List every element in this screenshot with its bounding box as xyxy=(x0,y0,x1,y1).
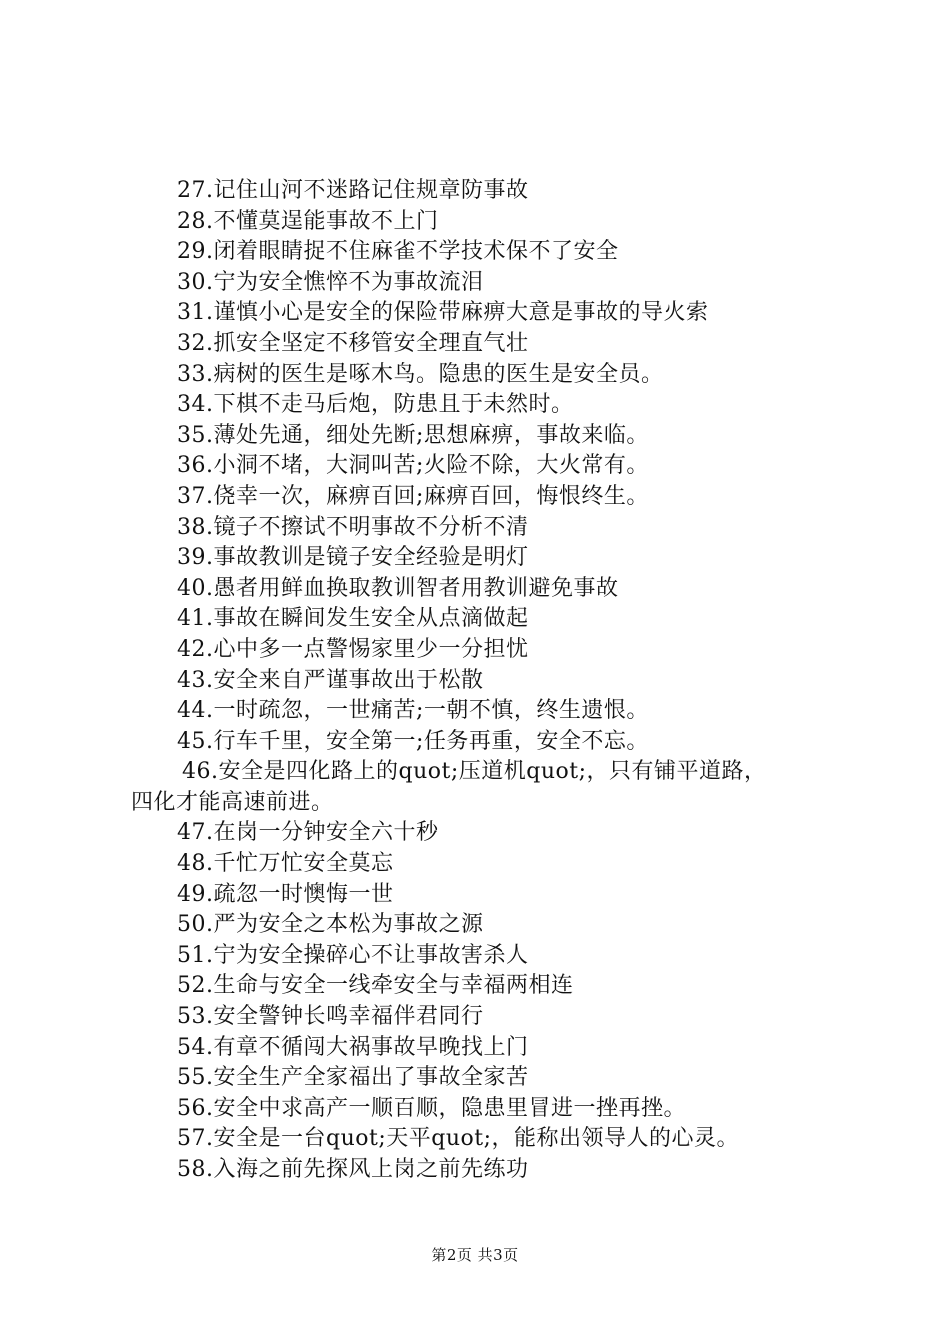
list-item: 28.不懂莫逞能事故不上门 xyxy=(177,208,439,234)
list-item: 47.在岗一分钟安全六十秒 xyxy=(177,820,439,846)
list-item: 30.宁为安全憔悴不为事故流泪 xyxy=(177,269,484,295)
list-item: 50.严为安全之本松为事故之源 xyxy=(177,912,484,938)
list-item: 53.安全警钟长鸣幸福伴君同行 xyxy=(177,1004,484,1030)
list-item: 52.生命与安全一线牵安全与幸福两相连 xyxy=(177,973,574,999)
list-item: 43.安全来自严谨事故出于松散 xyxy=(177,667,484,693)
list-item: 45.行车千里，安全第一;任务再重，安全不忘。 xyxy=(177,728,649,754)
list-item: 36.小洞不堵，大洞叫苦;火险不除，大火常有。 xyxy=(177,453,649,479)
list-item: 54.有章不循闯大祸事故早晚找上门 xyxy=(177,1034,529,1060)
list-item: 29.闭着眼睛捉不住麻雀不学技术保不了安全 xyxy=(177,239,619,265)
list-item: 33.病树的医生是啄木鸟。隐患的医生是安全员。 xyxy=(177,361,664,387)
list-item: 51.宁为安全操碎心不让事故害杀人 xyxy=(177,942,529,968)
list-item: 58.入海之前先探风上岗之前先练功 xyxy=(177,1157,529,1182)
list-item: 40.愚者用鲜血换取教训智者用教训避免事故 xyxy=(177,575,619,601)
list-item: 46.安全是四化路上的quot;压道机quot;，只有铺平道路， xyxy=(182,759,767,785)
list-item: 35.薄处先通，细处先断;思想麻痹，事故来临。 xyxy=(177,422,649,448)
list-item: 49.疏忽一时懊悔一世 xyxy=(177,881,394,907)
list-item: 34.下棋不走马后炮，防患且于未然时。 xyxy=(177,392,574,418)
list-item: 38.镜子不擦试不明事故不分析不清 xyxy=(177,514,529,540)
list-item: 57.安全是一台quot;天平quot;，能称出领导人的心灵。 xyxy=(177,1126,739,1152)
list-item: 37.侥幸一次，麻痹百回;麻痹百回，悔恨终生。 xyxy=(177,483,649,509)
list-item: 44.一时疏忽，一世痛苦;一朝不慎，终生遗恨。 xyxy=(177,698,649,724)
list-item: 56.安全中求高产一顺百顺，隐患里冒进一挫再挫。 xyxy=(177,1095,686,1121)
page-footer: 第2页 共3页 xyxy=(431,1246,519,1264)
list-item: 41.事故在瞬间发生安全从点滴做起 xyxy=(177,606,529,632)
list-item: 55.安全生产全家福出了事故全家苦 xyxy=(177,1065,529,1091)
list-item-continuation: 四化才能高速前进。 xyxy=(131,789,334,815)
list-item: 39.事故教训是镜子安全经验是明灯 xyxy=(177,545,529,571)
list-item: 42.心中多一点警惕家里少一分担忧 xyxy=(177,636,529,662)
list-item: 48.千忙万忙安全莫忘 xyxy=(177,851,394,877)
slogan-list xyxy=(131,176,831,1186)
list-item: 32.抓安全坚定不移管安全理直气壮 xyxy=(177,330,529,356)
list-item: 27.记住山河不迷路记住规章防事故 xyxy=(177,178,529,203)
list-item: 31.谨慎小心是安全的保险带麻痹大意是事故的导火索 xyxy=(177,300,709,326)
